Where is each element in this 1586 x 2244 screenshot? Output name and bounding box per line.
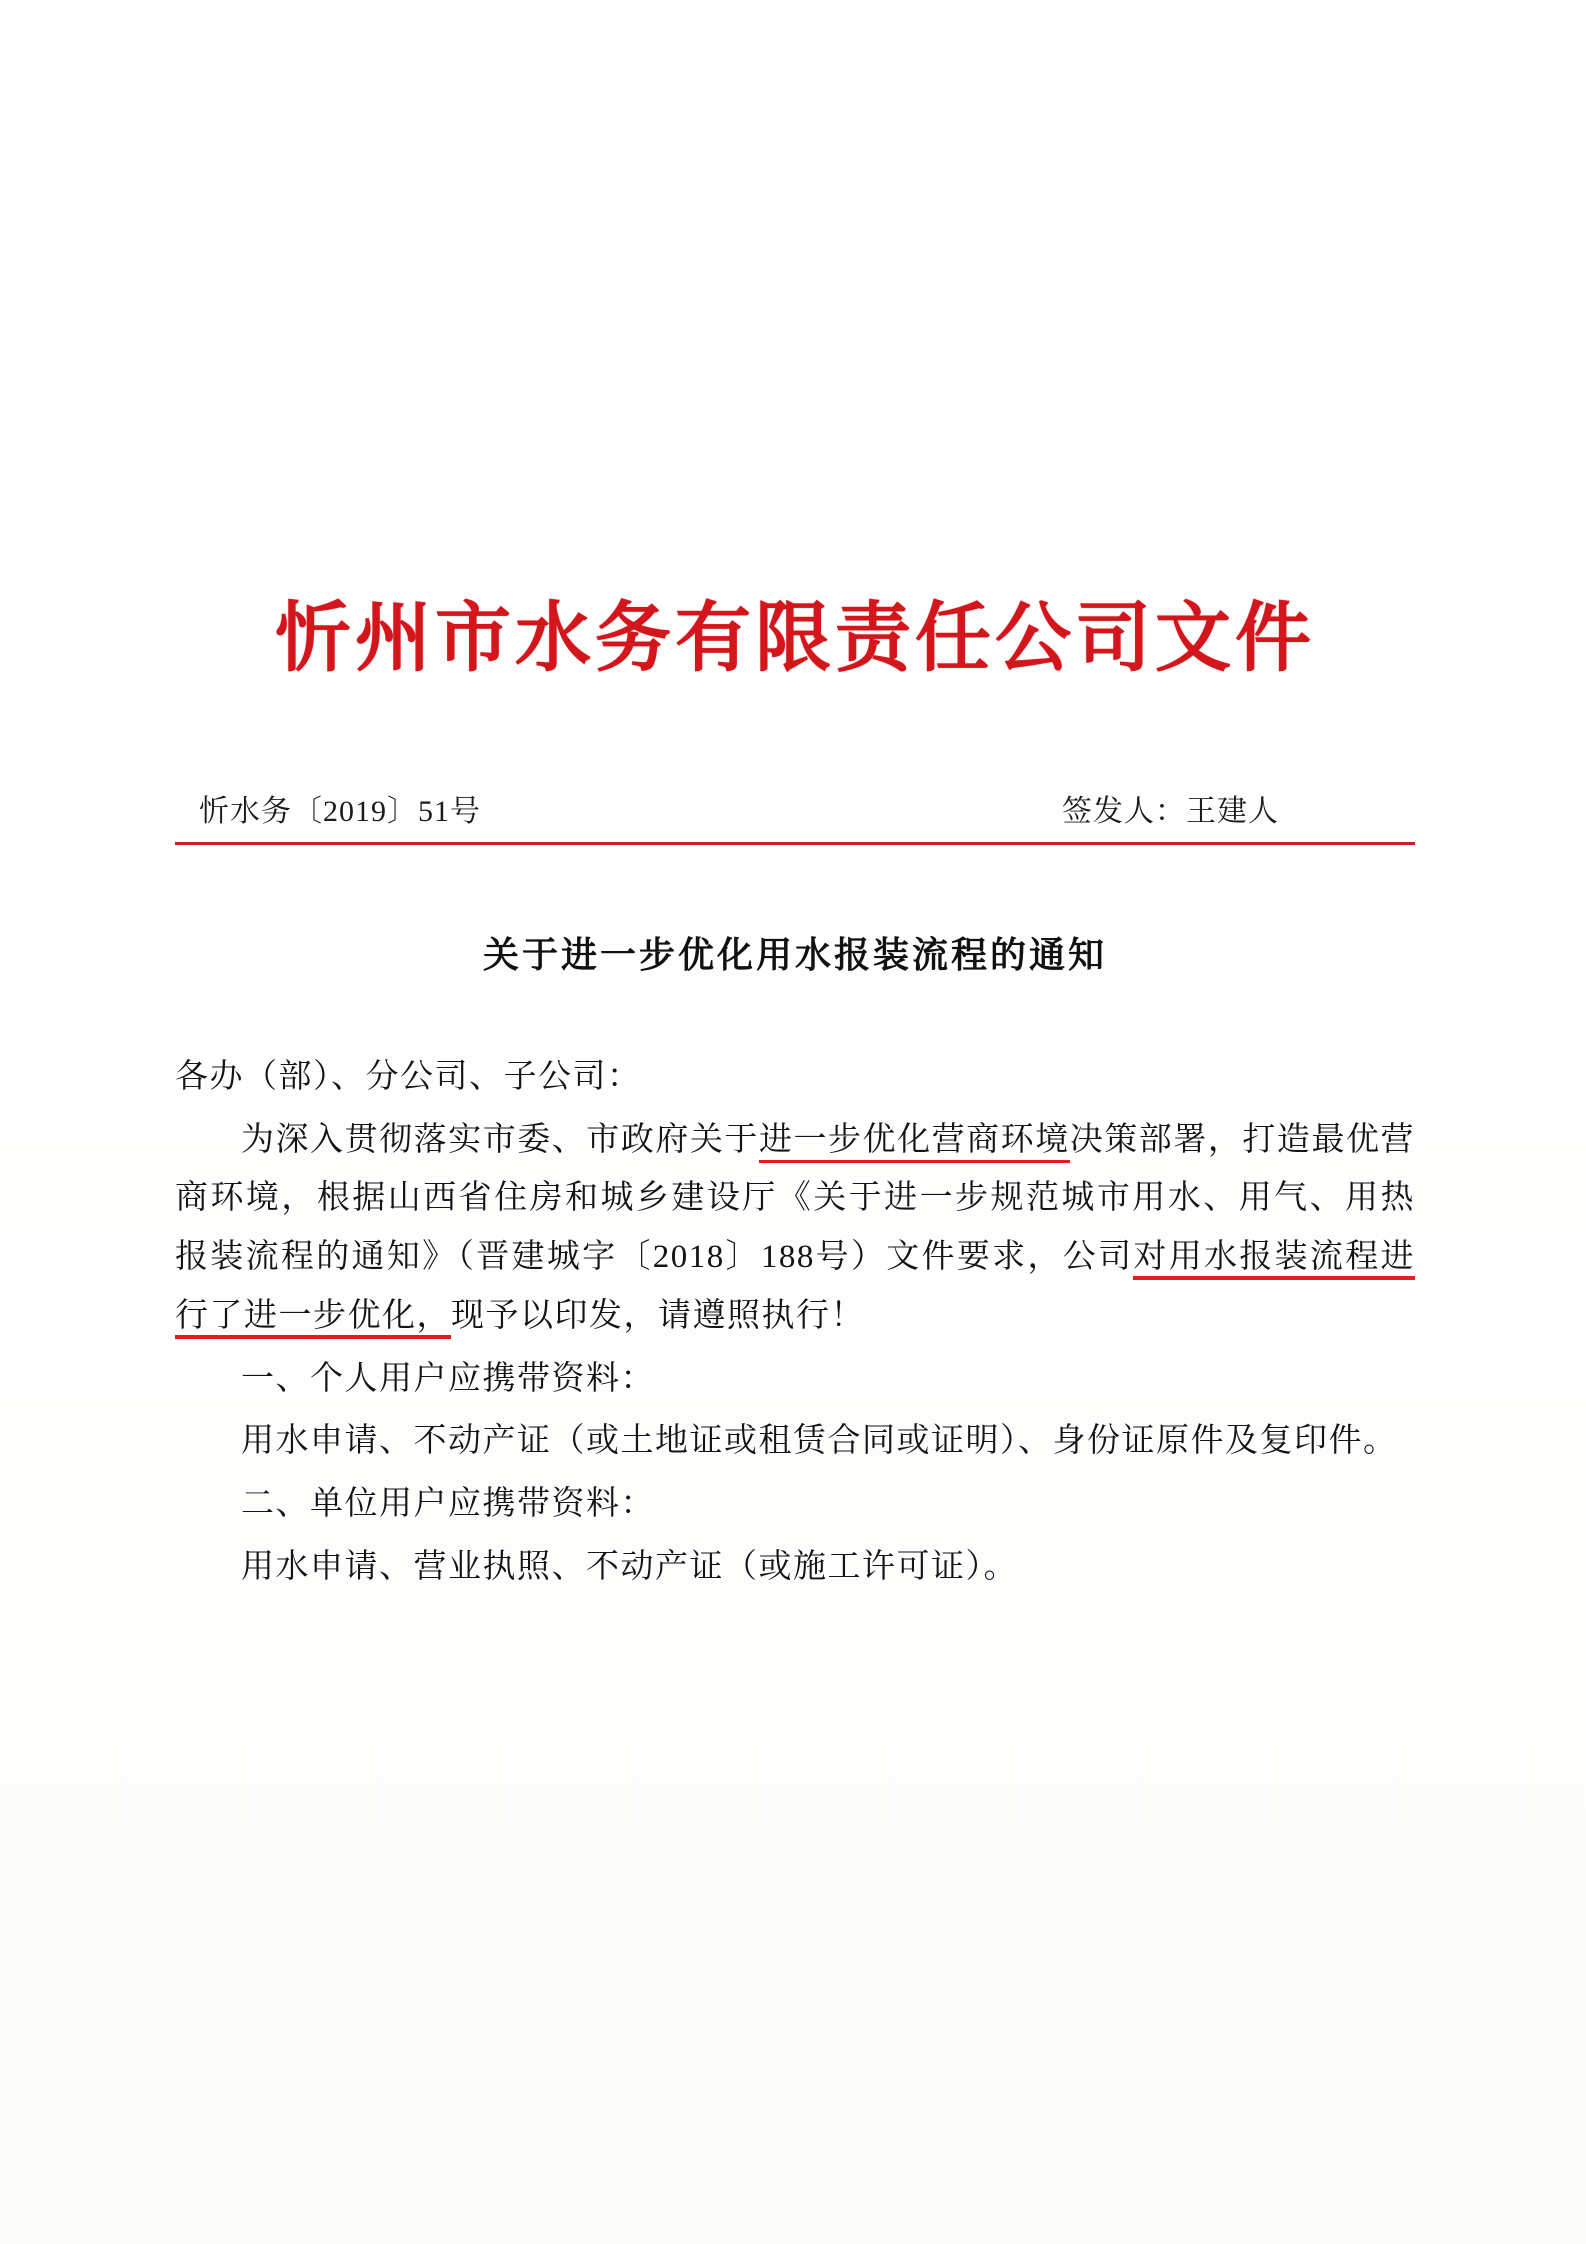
para1-segment-3: 决策部署，打造最优营商环境，根据山西省住房和城乡建设厅《关于进一步规范城市用水、用气、用热报装流程的通知》（晋建城字〔2018〕188号）文件要求，公司 <box>175 1121 1416 1276</box>
document-title: 关于进一步优化用水报装流程的通知 <box>482 934 1107 976</box>
document-number: 忻水务〔2019〕51号 <box>199 795 481 828</box>
paragraph-one <box>175 1111 1415 1346</box>
document-content <box>175 1048 1415 1597</box>
document-body <box>175 0 1415 1601</box>
section-two-text: 用水申请、营业执照、不动产证（或施工许可证）。 <box>241 1548 1018 1585</box>
section-one-text: 用水申请、不动产证（或土地证或租赁合同或证明）、身份证原件及复印件。 <box>241 1423 1398 1460</box>
para1-underlined-phrase-2: 对用水报装流程进行了进一步优化， <box>175 1239 1415 1339</box>
para1-segment-5: 现予以印发，请遵照执行！ <box>451 1297 865 1334</box>
document-meta-row <box>175 786 1415 830</box>
document-masthead: 忻州市水务有限责任公司文件 <box>275 593 1315 682</box>
section-two-heading: 二、单位用户应携带资料： <box>241 1486 655 1523</box>
para1-segment-1: 为深入贯彻落实市委、市政府关于 <box>241 1121 759 1158</box>
red-divider-rule <box>175 842 1415 845</box>
document-issuer: 签发人：王建人 <box>1062 795 1279 828</box>
para1-underlined-phrase-1: 进一步优化营商环境 <box>759 1122 1070 1163</box>
section-one-heading: 一、个人用户应携带资料： <box>241 1360 655 1397</box>
salutation-line: 各办（部）、分公司、子公司： <box>175 1059 642 1095</box>
